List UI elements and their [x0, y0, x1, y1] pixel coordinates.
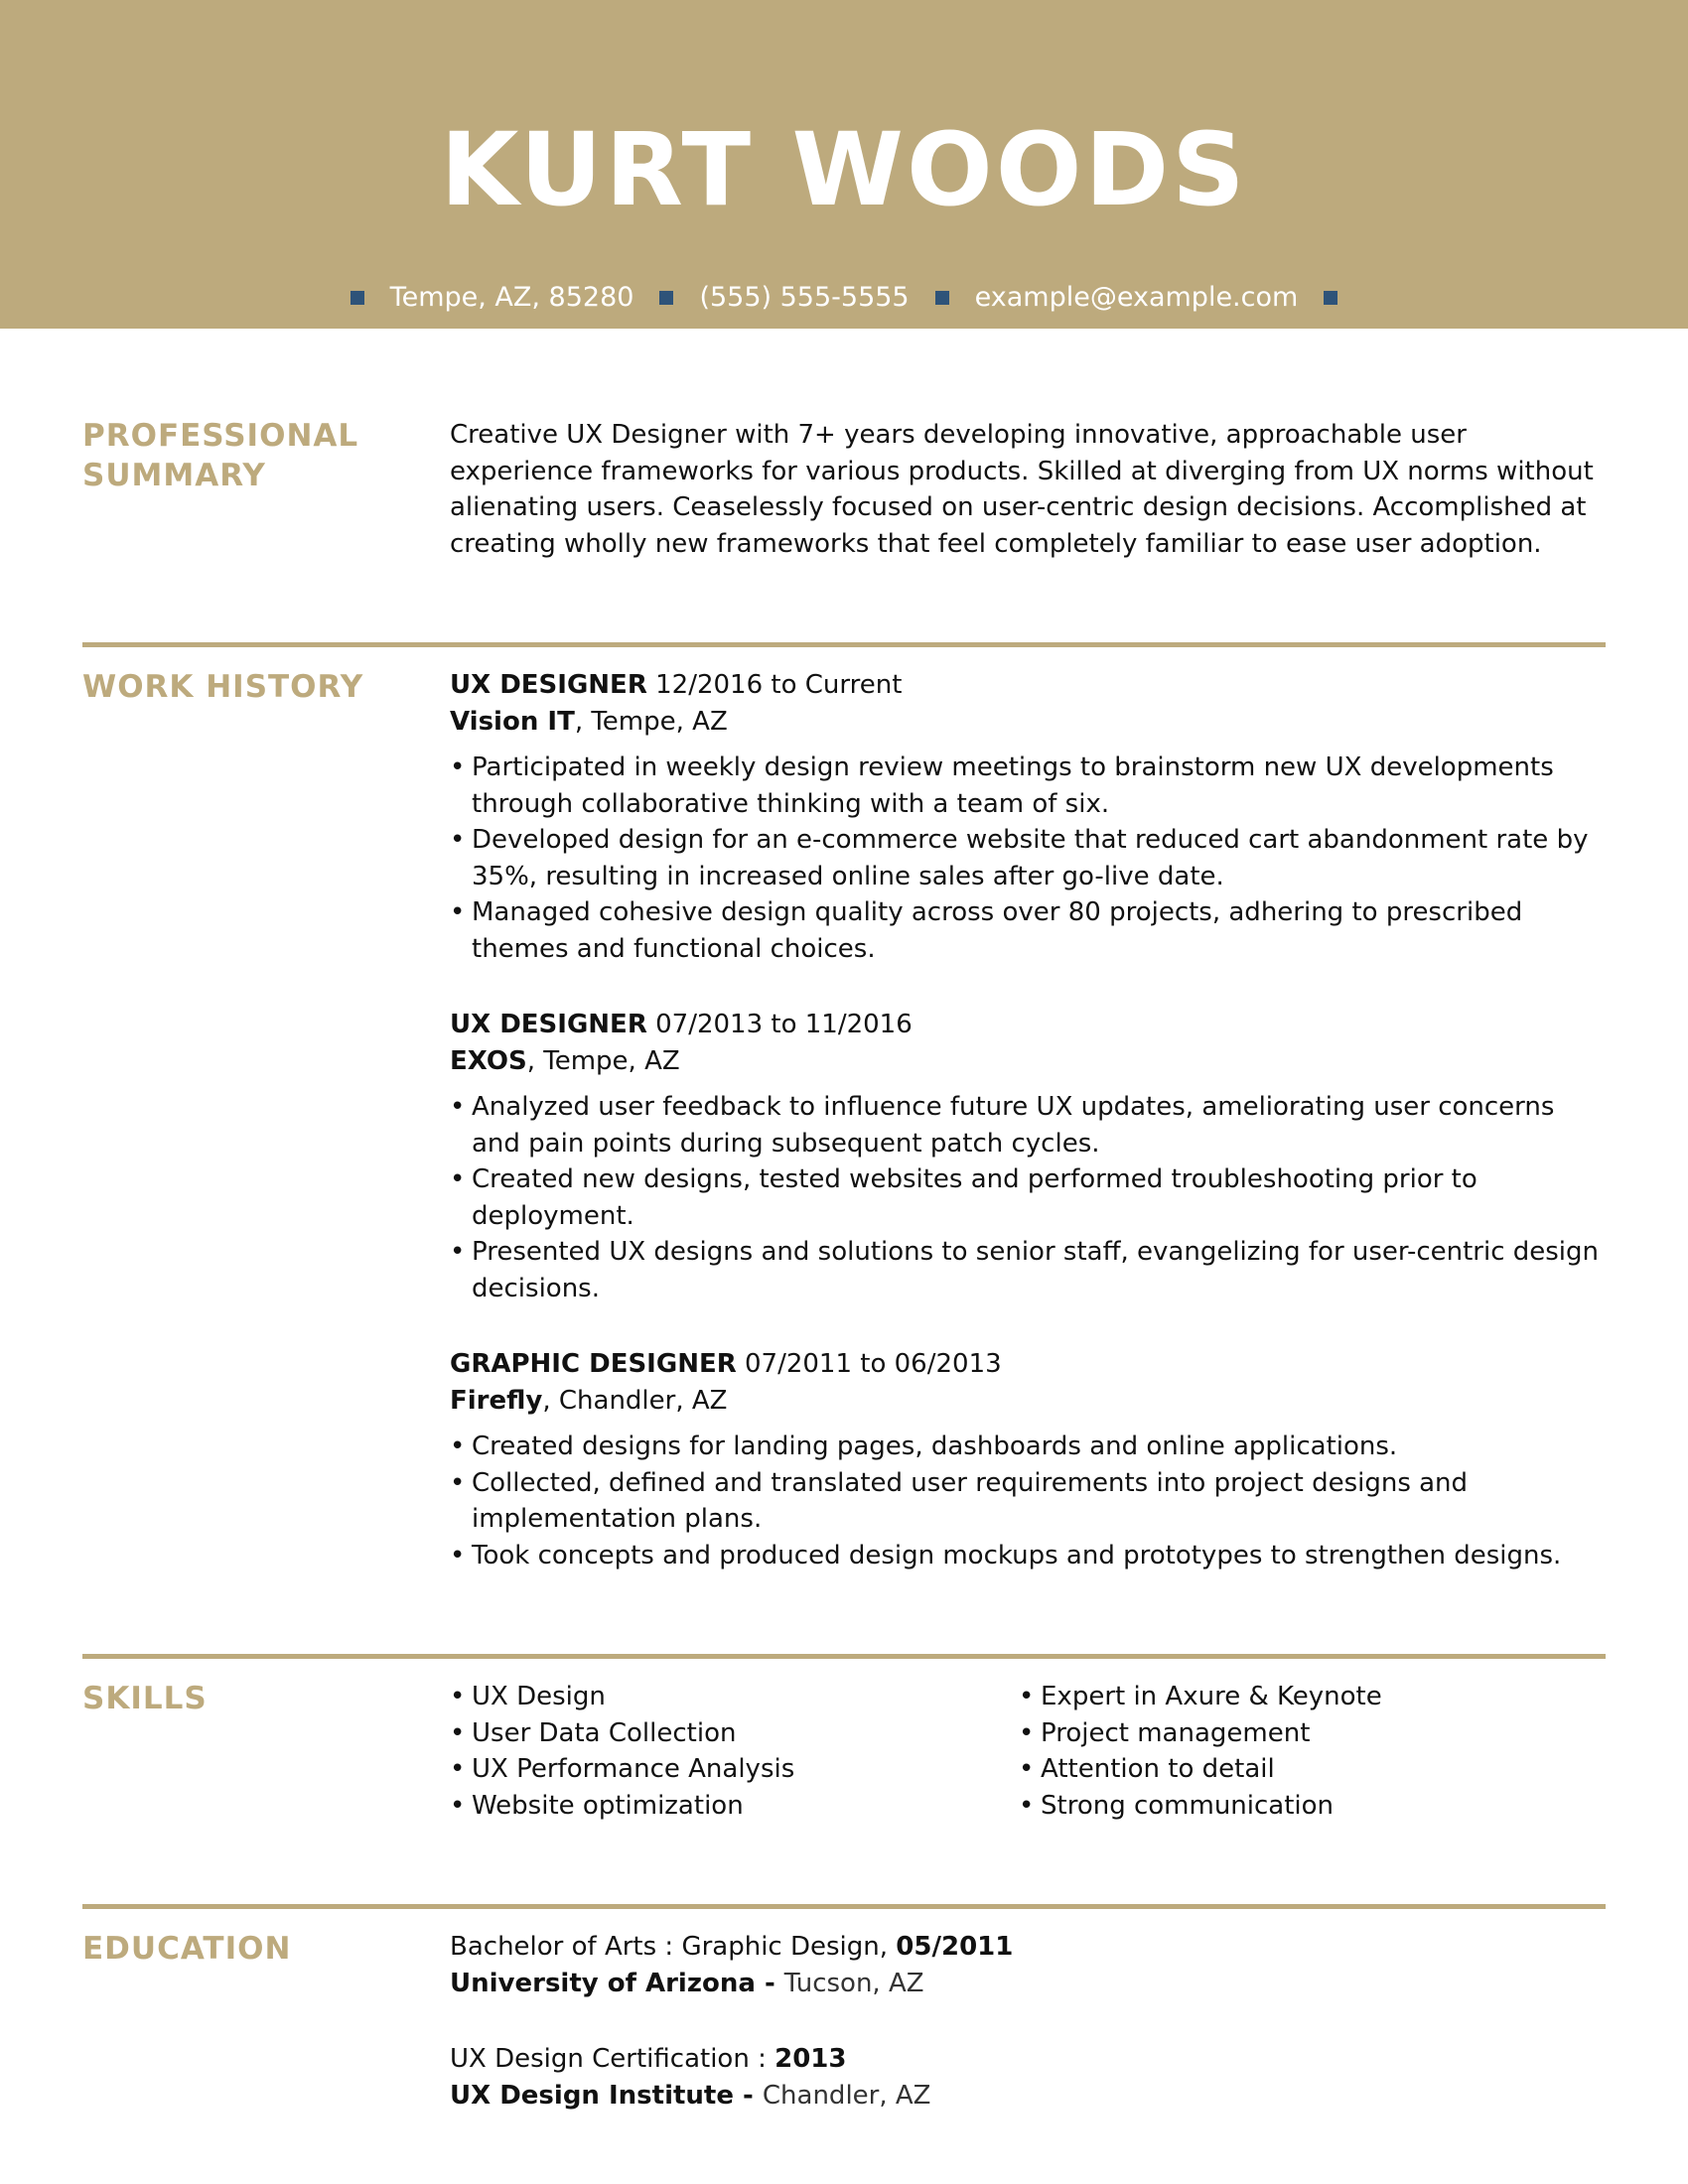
- education-entry: [450, 2041, 1602, 2114]
- list-item: • Developed design for an e-commerce website that reduced cart abandonment rate by 35%, resulting in increased online sales after go-live date.: [450, 822, 1602, 894]
- square-bullet-icon: [1324, 291, 1337, 305]
- list-item: • Website optimization: [450, 1788, 1019, 1825]
- education-entry: [450, 1929, 1602, 2001]
- job-bullets: [450, 750, 1602, 967]
- resume-header: [0, 0, 1688, 329]
- job-dates: 07/2013 to 11/2016: [655, 1010, 913, 1039]
- section-divider: [82, 642, 1606, 647]
- education-title: EDUCATION: [82, 1931, 292, 1967]
- job-location: , Chandler, AZ: [542, 1385, 728, 1416]
- summary-title: PROFESSIONAL SUMMARY: [82, 418, 359, 493]
- candidate-name: KURT WOODS: [440, 111, 1248, 229]
- list-item: • Presented UX designs and solutions to senior staff, evangelizing for user-centric design decisions.: [450, 1234, 1602, 1306]
- work-history-title: WORK HISTORY: [82, 669, 364, 705]
- summary-text: Creative UX Designer with 7+ years developing innovative, approachable user experience frameworks for various products. Skilled at diverging from UX norms without alienating users. Ceaselessly focused on user-centric design decisions. Accomplished at creating wholly new frameworks that feel completely familiar to ease user adoption.: [450, 420, 1594, 559]
- job-dates: 07/2011 to 06/2013: [745, 1349, 1002, 1379]
- skills-title: SKILLS: [82, 1681, 208, 1716]
- section-divider: [82, 1904, 1606, 1909]
- list-item: • Analyzed user feedback to influence future UX updates, ameliorating user concerns and pain points during subsequent patch cycles.: [450, 1089, 1602, 1161]
- square-bullet-icon: [351, 291, 364, 305]
- list-item: • User Data Collection: [450, 1715, 1019, 1752]
- job-entry: [450, 667, 1602, 967]
- square-bullet-icon: [935, 291, 949, 305]
- job-location: , Tempe, AZ: [526, 1045, 680, 1076]
- list-item: • Participated in weekly design review meetings to brainstorm new UX developments through collaborative thinking with a team of six.: [450, 750, 1602, 822]
- skills-column-right: [1019, 1679, 1588, 1824]
- work-history-body: [450, 667, 1602, 1613]
- job-role: UX DESIGNER: [450, 1010, 647, 1039]
- education-body: [450, 1929, 1602, 2153]
- list-item: • Strong communication: [1019, 1788, 1588, 1825]
- section-divider: [82, 1654, 1606, 1659]
- school-location: Chandler, AZ: [762, 2080, 931, 2111]
- job-company: Firefly: [450, 1385, 543, 1416]
- school: UX Design Institute -: [450, 2080, 763, 2111]
- school: University of Arizona -: [450, 1968, 784, 1998]
- list-item: • Collected, defined and translated user requirements into project designs and implementation plans.: [450, 1465, 1602, 1538]
- contact-bar: [0, 278, 1688, 318]
- degree: Bachelor of Arts : Graphic Design,: [450, 1932, 897, 1962]
- list-item: • UX Performance Analysis: [450, 1751, 1019, 1788]
- job-role: UX DESIGNER: [450, 670, 647, 700]
- job-company: Vision IT: [450, 706, 575, 737]
- contact-email[interactable]: example@example.com: [974, 282, 1299, 313]
- job-entry: [450, 1007, 1602, 1306]
- job-location: , Tempe, AZ: [574, 706, 728, 737]
- square-bullet-icon: [659, 291, 673, 305]
- skills-body: [450, 1679, 1602, 1824]
- list-item: • Attention to detail: [1019, 1751, 1588, 1788]
- skills-column-left: [450, 1679, 1019, 1824]
- list-item: • Created new designs, tested websites and performed troubleshooting prior to deployment.: [450, 1161, 1602, 1234]
- degree-date: 05/2011: [896, 1932, 1014, 1962]
- job-role: GRAPHIC DESIGNER: [450, 1349, 737, 1379]
- degree-date: 2013: [774, 2044, 847, 2074]
- list-item: • Project management: [1019, 1715, 1588, 1752]
- job-entry: [450, 1346, 1602, 1573]
- list-item: • UX Design: [450, 1679, 1019, 1715]
- job-company: EXOS: [450, 1045, 527, 1076]
- list-item: • Expert in Axure & Keynote: [1019, 1679, 1588, 1715]
- job-bullets: [450, 1429, 1602, 1573]
- contact-phone: (555) 555-5555: [699, 282, 910, 313]
- school-location: Tucson, AZ: [783, 1968, 924, 1998]
- contact-address: Tempe, AZ, 85280: [389, 282, 634, 313]
- list-item: • Took concepts and produced design mockups and prototypes to strengthen designs.: [450, 1538, 1602, 1574]
- job-dates: 12/2016 to Current: [655, 670, 903, 700]
- job-bullets: [450, 1089, 1602, 1306]
- list-item: • Managed cohesive design quality across over 80 projects, adhering to prescribed themes and functional choices.: [450, 894, 1602, 967]
- degree: UX Design Certification :: [450, 2044, 775, 2074]
- list-item: • Created designs for landing pages, dashboards and online applications.: [450, 1429, 1602, 1465]
